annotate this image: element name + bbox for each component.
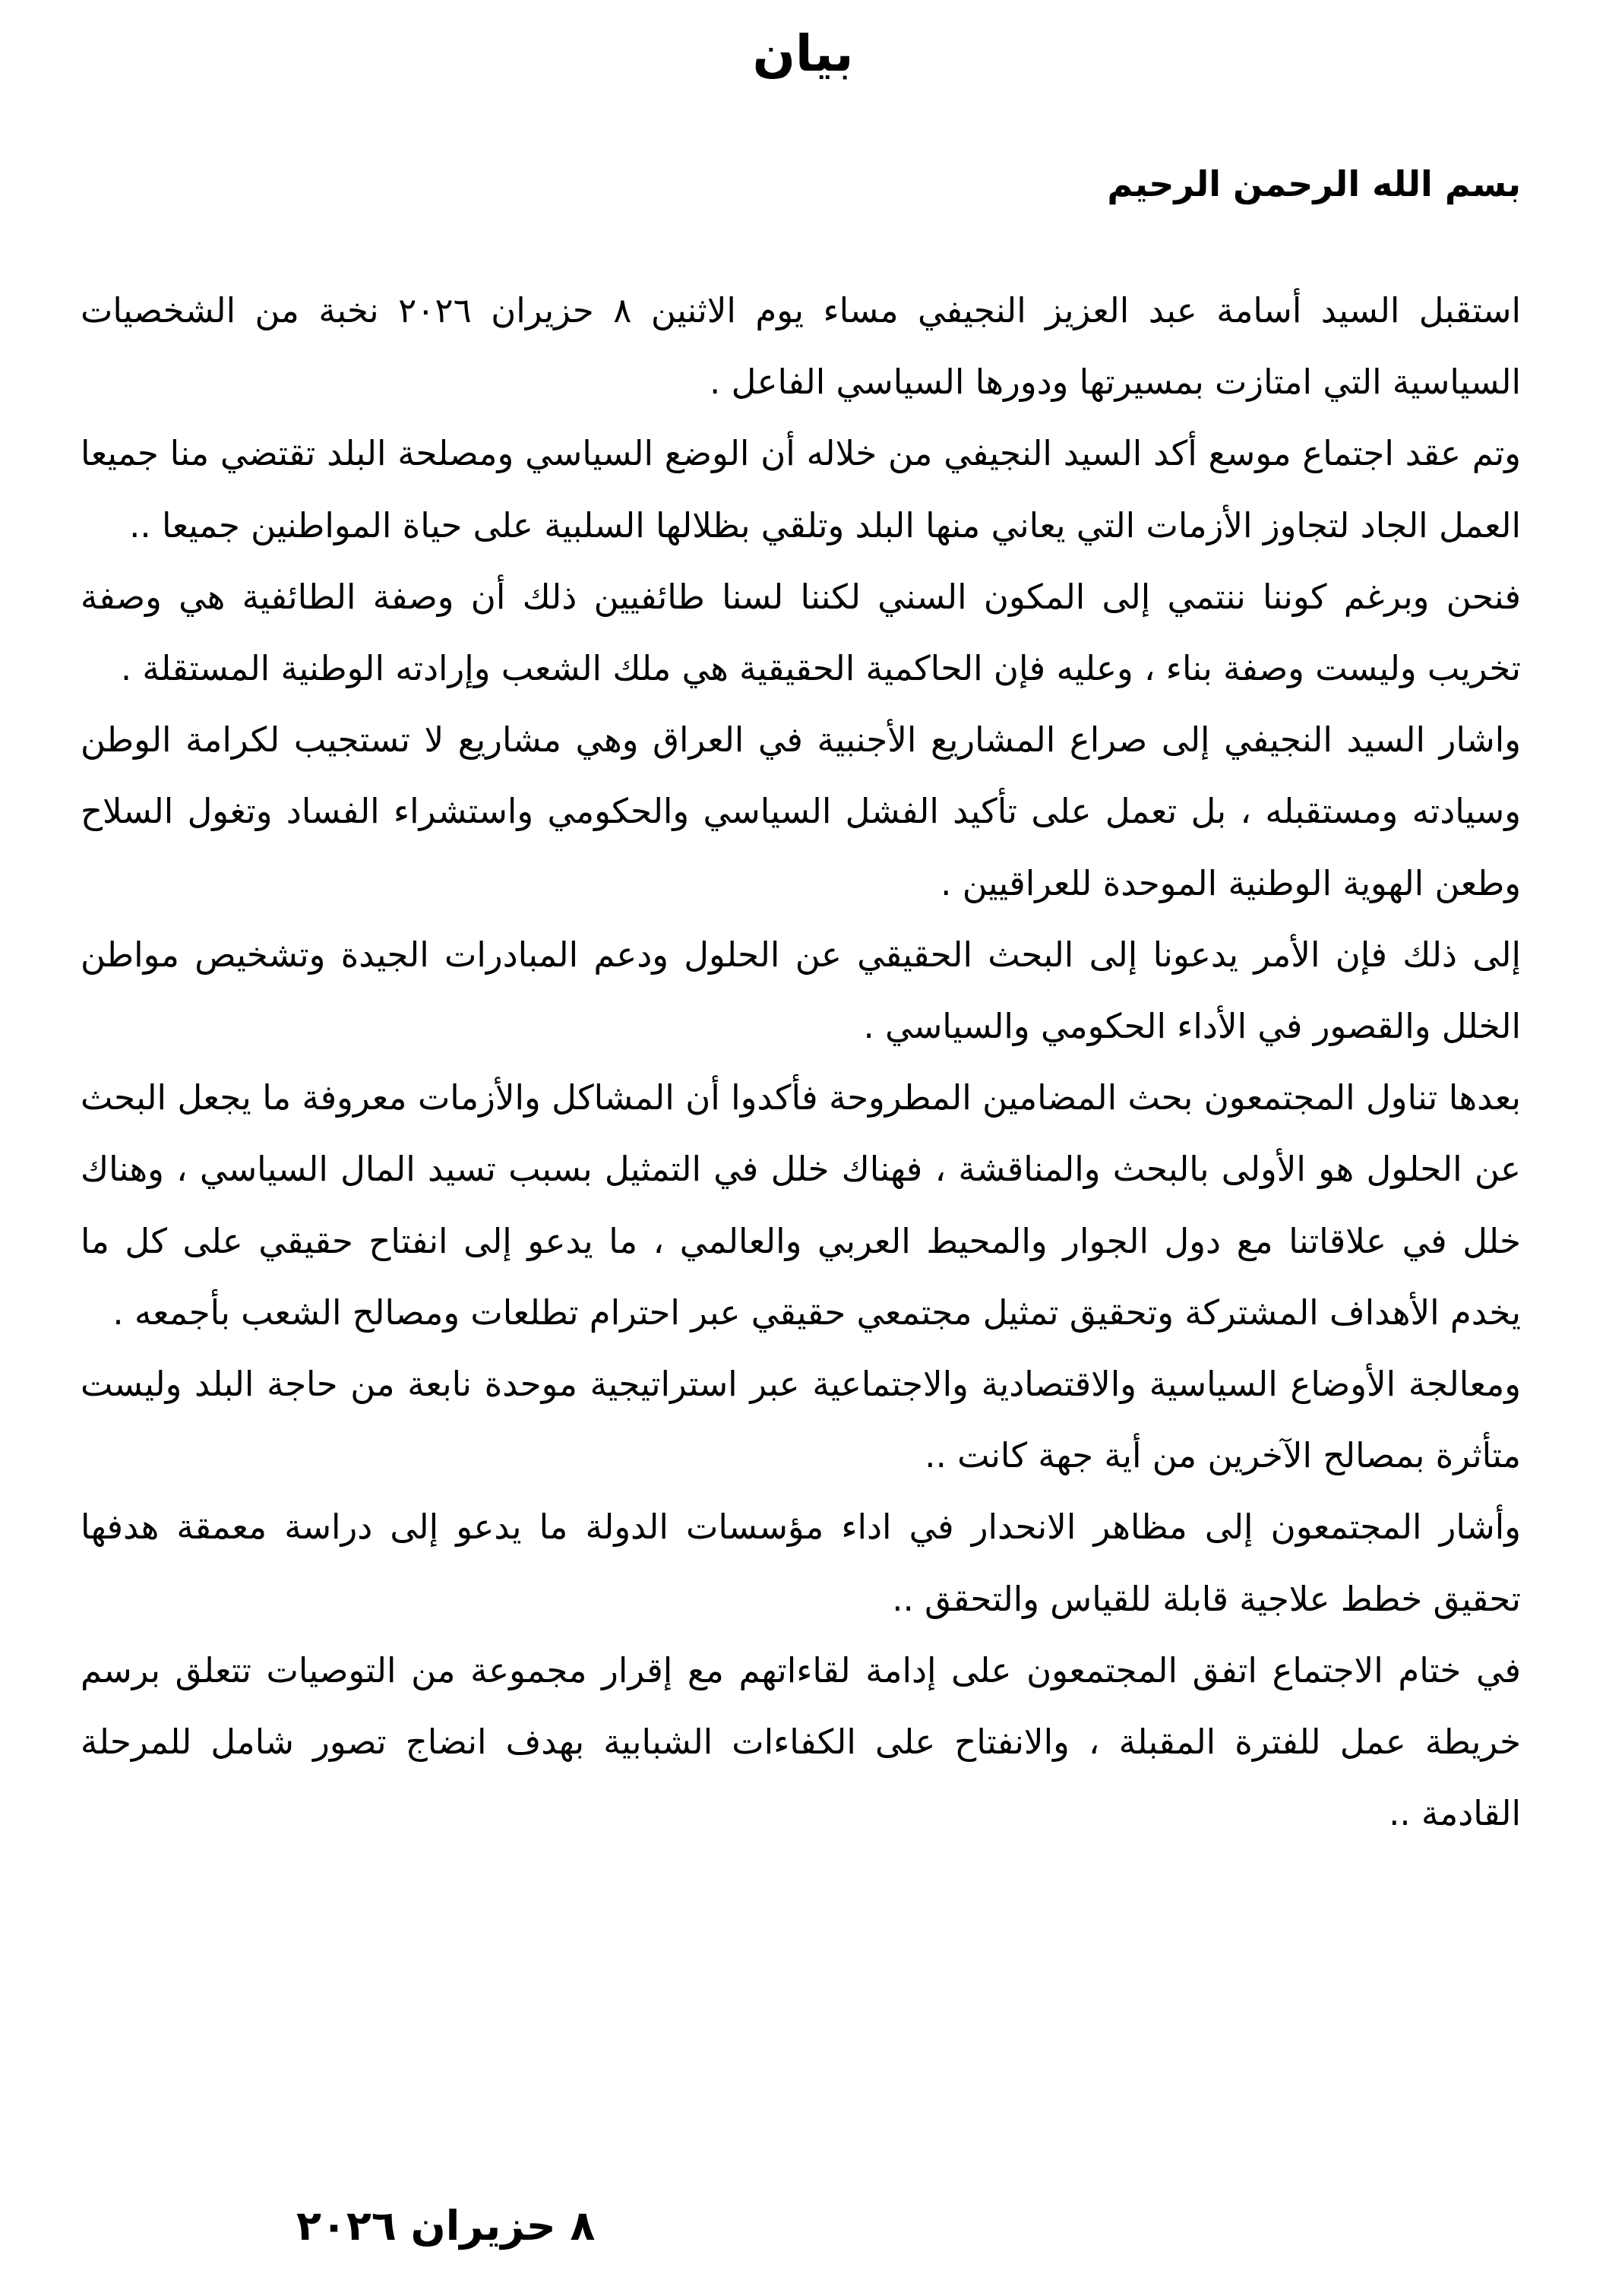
statement-body: [81, 275, 1521, 1849]
paragraph: وتم عقد اجتماع موسع أكد السيد النجيفي من خلاله أن الوضع السياسي ومصلحة البلد تقتضي منا جميعا العمل الجاد لتجاوز الأزمات التي يعاني منها البلد وتلقي بظلالها السلبية على حياة المواطنين جميعا ..: [81, 433, 1521, 546]
paragraph: ومعالجة الأوضاع السياسية والاقتصادية والاجتماعية عبر استراتيجية موحدة نابعة من حاجة البلد وليست متأثرة بمصالح الآخرين من أية جهة كانت ..: [81, 1364, 1521, 1476]
paragraph: استقبل السيد أسامة عبد العزيز النجيفي مساء يوم الاثنين ٨ حزيران ٢٠٢٦ نخبة من الشخصيات السياسية التي امتازت بمسيرتها ودورها السياسي الفاعل .: [81, 290, 1521, 403]
basmala-heading: بسم الله الرحمن الرحيم: [1107, 163, 1521, 204]
document-title: بيان: [752, 24, 854, 83]
paragraph: بعدها تناول المجتمعون بحث المضامين المطروحة فأكدوا أن المشاكل والأزمات معروفة ما يجعل البحث عن الحلول هو الأولى بالبحث والمناقشة ، فهناك خلل في التمثيل بسبب تسيد المال السياسي ، وهناك خلل في علاقاتنا مع دول الجوار والمحيط العربي والعالمي ، ما يدعو إلى انفتاح حقيقي على كل ما يخدم الأهداف المشتركة وتحقيق تمثيل مجتمعي حقيقي عبر احترام تطلعات ومصالح الشعب بأجمعه .: [81, 1077, 1521, 1333]
paragraph: في ختام الاجتماع اتفق المجتمعون على إدامة لقاءاتهم مع إقرار مجموعة من التوصيات تتعلق برسم خريطة عمل للفترة المقبلة ، والانفتاح على الكفاءات الشبابية بهدف انضاج تصور شامل للمرحلة القادمة ..: [81, 1649, 1521, 1834]
paragraph: فنحن وبرغم كوننا ننتمي إلى المكون السني لكننا لسنا طائفيين ذلك أن وصفة الطائفية هي وصفة تخريب وليست وصفة بناء ، وعليه فإن الحاكمية الحقيقية هي ملك الشعب وإرادته الوطنية المستقلة .: [81, 576, 1521, 689]
paragraph: إلى ذلك فإن الأمر يدعونا إلى البحث الحقيقي عن الحلول ودعم المبادرات الجيدة وتشخيص مواطن الخلل والقصور في الأداء الحكومي والسياسي .: [81, 934, 1521, 1047]
paragraph: واشار السيد النجيفي إلى صراع المشاريع الأجنبية في العراق وهي مشاريع لا تستجيب لكرامة الوطن وسيادته ومستقبله ، بل تعمل على تأكيد الفشل السياسي والحكومي واستشراء الفساد وتغول السلاح وطعن الهوية الوطنية الموحدة للعراقيين .: [81, 719, 1521, 903]
statement-date: ٨ حزيران ٢٠٢٦: [296, 2202, 596, 2250]
paragraph: وأشار المجتمعون إلى مظاهر الانحدار في اداء مؤسسات الدولة ما يدعو إلى دراسة معمقة هدفها تحقيق خطط علاجية قابلة للقياس والتحقق ..: [81, 1507, 1521, 1619]
